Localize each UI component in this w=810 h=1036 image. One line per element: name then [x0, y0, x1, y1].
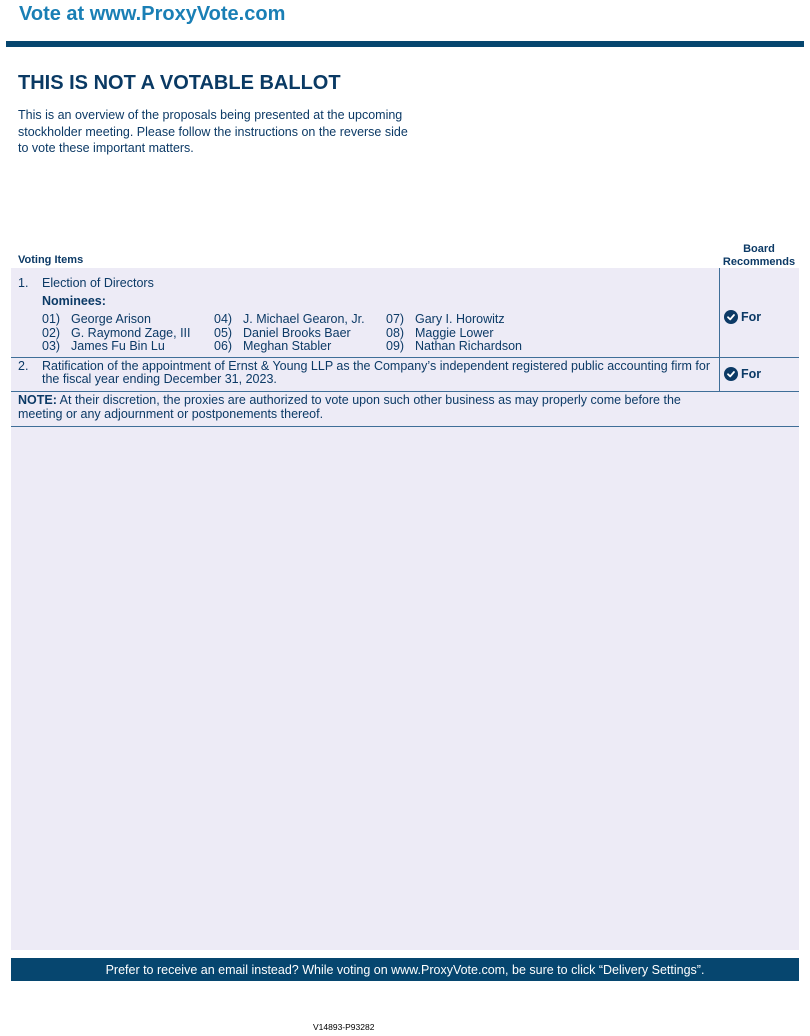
board-header-line2: Recommends	[722, 256, 796, 268]
item-2-recommendation	[724, 367, 761, 381]
header-rule	[6, 41, 804, 47]
delivery-settings-banner	[11, 958, 799, 981]
checkmark-icon	[724, 367, 738, 381]
intro-text: This is an overview of the proposals being presented at the upcoming stockholder meeting. Please follow the instructions on the reverse side to vote these important matters.	[18, 108, 408, 155]
nominees-label: Nominees:	[42, 294, 106, 308]
nominee-row	[386, 340, 522, 354]
nominee-column-2	[214, 313, 365, 354]
nominee-number: 08)	[386, 325, 405, 340]
nominee-name: G. Raymond Zage, III	[71, 325, 191, 340]
nominee-name: Maggie Lower	[415, 325, 494, 340]
recommendation-label: For	[741, 310, 762, 324]
nominee-number: 03)	[42, 339, 61, 353]
note-text: At their discretion, the proxies are authorized to vote upon such other business as may properly come before the meeting or any adjournment or postponements thereof.	[18, 393, 681, 421]
ballot-title: THIS IS NOT A VOTABLE BALLOT	[18, 72, 341, 94]
row-divider-3	[11, 426, 799, 427]
item-2-text: Ratification of the appointment of Ernst & Young LLP as the Company’s independent registered public accounting firm for the fiscal year ending December 31, 2023.	[42, 359, 711, 386]
nominee-row	[42, 313, 191, 327]
nominee-name: Daniel Brooks Baer	[243, 325, 351, 340]
column-divider	[719, 268, 720, 391]
nominee-number: 02)	[42, 325, 61, 340]
item-1-recommendation	[724, 310, 761, 324]
item-2-number: 2.	[18, 359, 29, 373]
nominee-name: James Fu Bin Lu	[71, 339, 165, 353]
row-divider-2	[11, 391, 799, 392]
nominee-number: 07)	[386, 312, 405, 326]
nominee-number: 01)	[42, 312, 61, 326]
banner-text: Prefer to receive an email instead? While voting on www.ProxyVote.com, be sure to click “Delivery Settings”.	[105, 962, 705, 977]
document-code: V14893-P93282	[313, 1022, 375, 1032]
nominee-number: 06)	[214, 339, 233, 353]
row-divider-1	[11, 357, 799, 358]
nominee-row	[214, 327, 365, 341]
checkmark-icon	[724, 310, 738, 324]
nominee-name: George Arison	[71, 312, 151, 326]
item-1-number: 1.	[18, 276, 29, 290]
note-label: NOTE:	[18, 393, 57, 407]
recommendation-label: For	[741, 367, 762, 381]
item-1-text: Election of Directors	[42, 276, 154, 290]
board-header-line1: Board	[743, 243, 775, 255]
nominee-name: Meghan Stabler	[243, 339, 332, 353]
header-title: Vote at www.ProxyVote.com	[19, 3, 286, 25]
note	[18, 393, 718, 421]
nominee-name: J. Michael Gearon, Jr.	[243, 312, 365, 326]
voting-items-header: Voting Items	[18, 254, 84, 266]
nominee-row	[42, 327, 191, 341]
nominee-name: Nathan Richardson	[415, 339, 523, 353]
nominee-column-3	[386, 313, 522, 354]
nominee-row	[386, 327, 522, 341]
nominee-row	[214, 313, 365, 327]
nominee-row	[214, 340, 365, 354]
nominee-number: 05)	[214, 325, 233, 340]
nominee-row	[42, 340, 191, 354]
nominee-row	[386, 313, 522, 327]
board-recommends-header	[719, 243, 799, 269]
nominee-column-1	[42, 313, 191, 354]
nominee-number: 09)	[386, 339, 405, 353]
nominee-name: Gary I. Horowitz	[415, 312, 505, 326]
nominee-number: 04)	[214, 312, 233, 326]
